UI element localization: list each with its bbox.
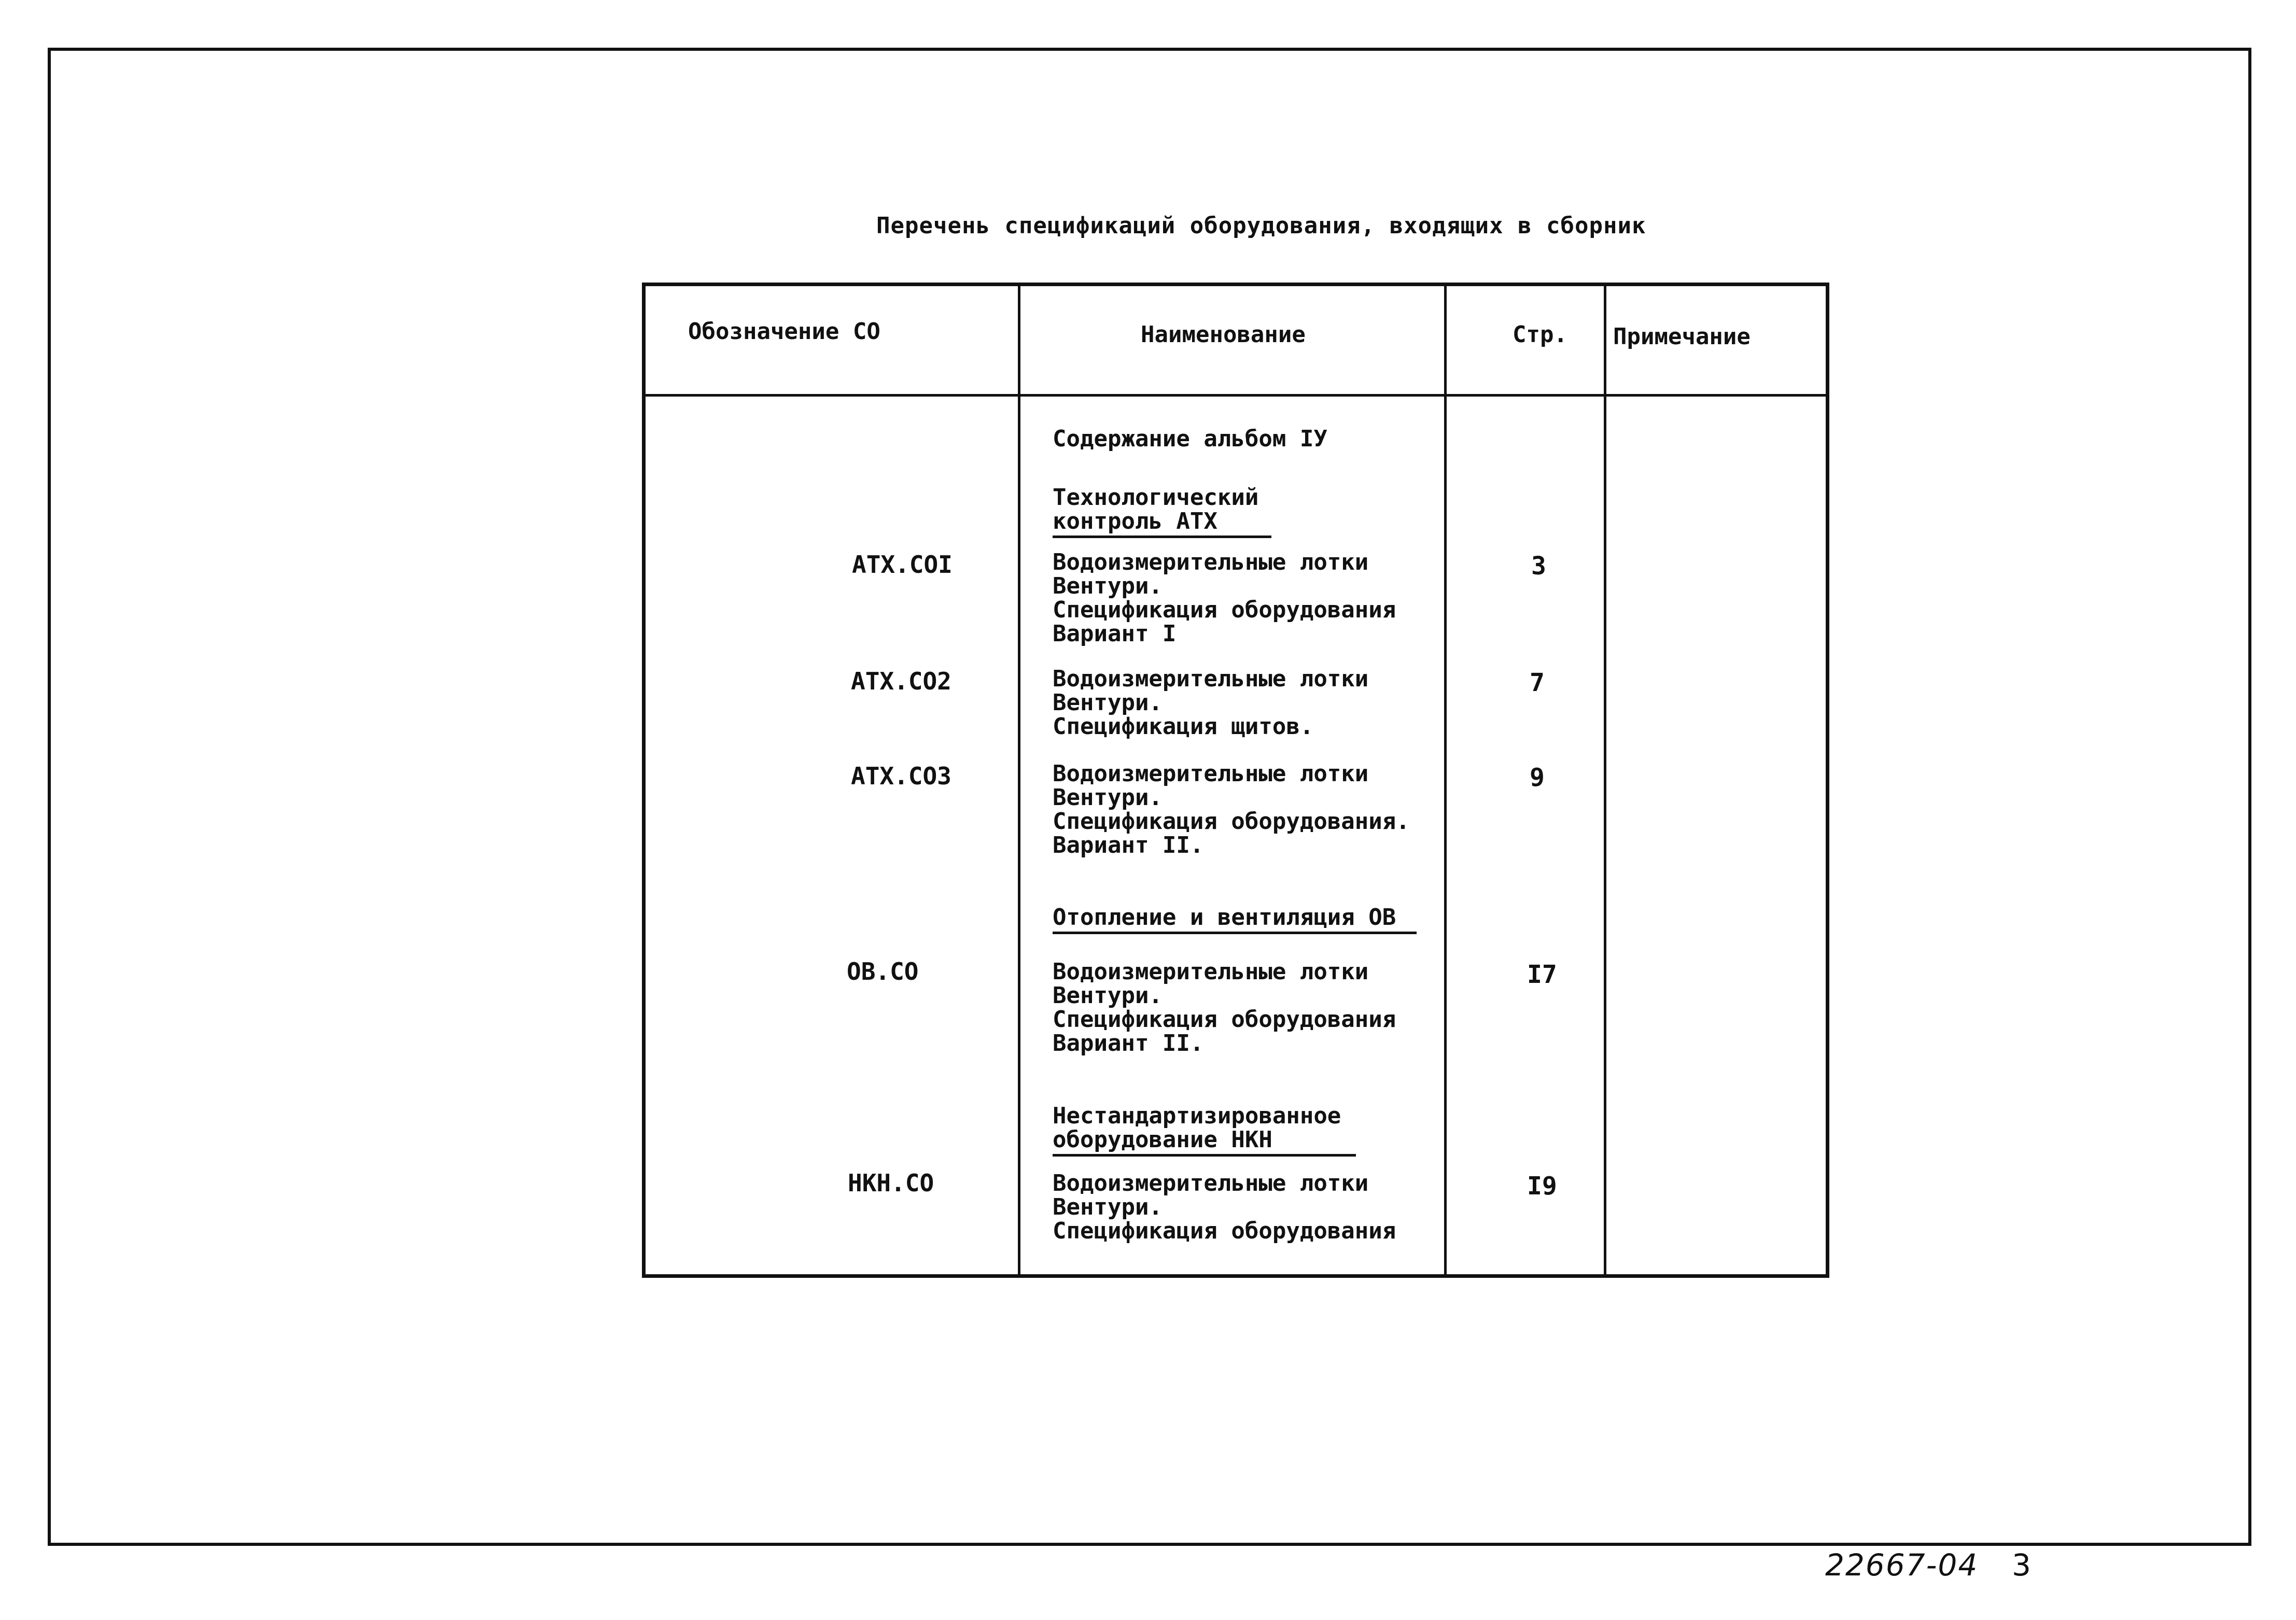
header-note: Примечание <box>1613 323 1751 350</box>
item-name: Водоизмерительные лотки Вентури. Спецификация оборудования Вариант I <box>1053 549 1396 647</box>
column-divider-3 <box>1604 286 1606 1274</box>
item-page: I7 <box>1527 960 1557 989</box>
item-page: I9 <box>1527 1172 1557 1201</box>
item-name: Водоизмерительные лотки Вентури. Спецификация щитов. <box>1053 666 1369 740</box>
specification-table <box>642 283 1829 1278</box>
item-page: 7 <box>1530 668 1545 697</box>
header-page: Стр. <box>1513 321 1567 348</box>
column-divider-2 <box>1444 286 1447 1274</box>
section-heading-nkn: Нестандартизированное оборудование НКН <box>1053 1104 1356 1157</box>
item-code: АТХ.СОI <box>852 551 953 579</box>
header-divider <box>646 394 1826 397</box>
item-page: 3 <box>1531 552 1546 581</box>
column-divider-1 <box>1018 286 1020 1274</box>
item-name: Водоизмерительные лотки Вентури. Спецификация оборудования. Вариант II. <box>1053 760 1410 858</box>
item-name: Водоизмерительные лотки Вентури. Спецификация оборудования Вариант II. <box>1053 959 1396 1056</box>
section-heading-atx: Технологический контроль АТХ <box>1053 486 1271 538</box>
section-underline <box>1053 932 1417 934</box>
section-underline <box>1053 1154 1356 1157</box>
section-underline <box>1053 536 1271 538</box>
item-page: 9 <box>1530 763 1545 792</box>
sheet-number: 3 <box>2012 1547 2031 1583</box>
header-designation: Обозначение СО <box>688 318 880 345</box>
item-name: Водоизмерительные лотки Вентури. Спецификация оборудования <box>1053 1170 1396 1244</box>
item-code: НКН.СО <box>848 1169 934 1197</box>
header-name: Наименование <box>1141 321 1306 348</box>
document-number: 22667-04 <box>1825 1547 1979 1583</box>
item-code: АТХ.СО3 <box>851 762 951 790</box>
item-code: ОВ.СО <box>847 957 919 985</box>
document-title: Перечень спецификаций оборудования, входящих в сборник <box>876 213 1646 239</box>
section-heading-ov: Отопление и вентиляция ОВ <box>1053 906 1417 934</box>
item-code: АТХ.СО2 <box>851 667 951 695</box>
album-heading: Содержание альбом IУ <box>1053 426 1327 452</box>
